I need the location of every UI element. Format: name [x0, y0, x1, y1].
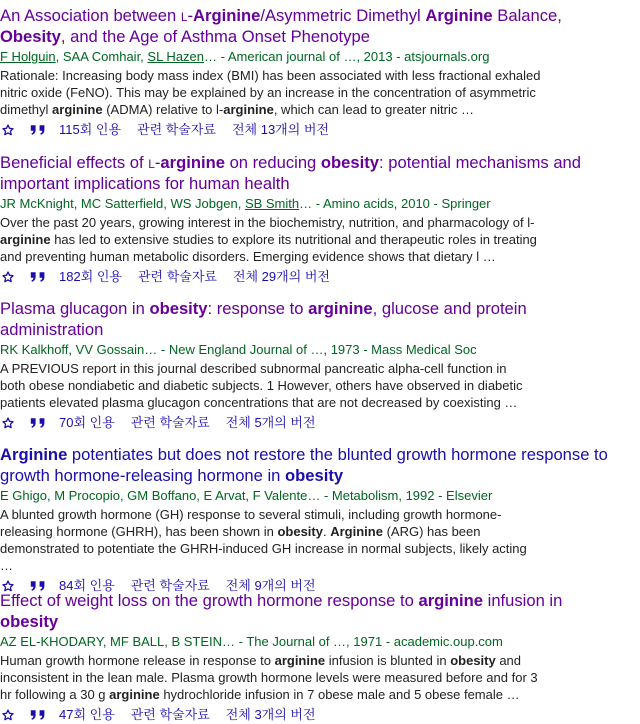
- meta-text: E Ghigo, M Procopio, GM Boffano, E Arvat, F Valente… - Metabolism, 1992 - Elsevier: [0, 488, 493, 503]
- cited-by-link[interactable]: 115회 인용: [59, 122, 122, 137]
- all-versions-link[interactable]: 전체 29개의 버전: [232, 269, 330, 284]
- result-authors-source: [0, 486, 620, 505]
- result-snippet: [0, 214, 545, 265]
- title-text-segment: infusion in: [483, 591, 563, 610]
- related-articles-link[interactable]: 관련 학술자료: [130, 578, 210, 593]
- snippet-text-segment: hydrochloride infusion in 7 obese male and 5 obese female …: [159, 687, 520, 702]
- snippet-text-segment: infusion is blunted in: [325, 653, 451, 668]
- cited-by-link[interactable]: 84회 인용: [59, 578, 115, 593]
- cited-by-link[interactable]: 70회 인용: [59, 415, 115, 430]
- all-versions-link[interactable]: 전체 5개의 버전: [225, 415, 316, 430]
- meta-text: JR McKnight, MC Satterfield, WS Jobgen,: [0, 196, 245, 211]
- title-text-segment: obesity: [285, 466, 344, 485]
- result-snippet: [0, 506, 535, 574]
- snippet-text-segment: has led to extensive studies to explore its nutritional and therapeutic roles in treating and preventing human metabolic disorders. Emerging evidence shows that dietary l …: [0, 232, 537, 264]
- result-snippet: [0, 360, 530, 411]
- search-result: [0, 5, 620, 139]
- result-authors-source: [0, 632, 620, 651]
- title-text-segment: Plasma glucagon in: [0, 299, 150, 318]
- author-link[interactable]: SB Smith: [244, 196, 300, 211]
- title-text-segment: Beneficial effects of: [0, 153, 149, 172]
- title-text-segment: : response to: [207, 299, 309, 318]
- result-actions: [0, 121, 620, 139]
- result-snippet: [0, 67, 545, 118]
- title-text-segment: l-: [148, 153, 161, 172]
- meta-text: AZ EL-KHODARY, MF BALL, B STEIN… - The Journal of …, 1971 - academic.oup.com: [0, 634, 503, 649]
- search-result: [0, 444, 620, 595]
- result-authors-source: [0, 47, 620, 66]
- result-snippet: [0, 652, 545, 703]
- result-title-link[interactable]: [0, 5, 590, 47]
- snippet-text-segment: Over the past 20 years, growing interest in the biochemistry, nutrition, and pharmacology of l-: [0, 215, 535, 230]
- snippet-text-segment: Arginine: [330, 524, 383, 539]
- meta-text: … - American journal of …, 2013 - atsjournals.org: [204, 49, 490, 64]
- meta-text: … - Amino acids, 2010 - Springer: [299, 196, 491, 211]
- title-text-segment: /Asymmetric Dimethyl: [260, 6, 426, 25]
- quote-icon[interactable]: [30, 269, 46, 285]
- related-articles-link[interactable]: 관련 학술자료: [137, 269, 217, 284]
- cited-by-link[interactable]: 47회 인용: [59, 707, 115, 722]
- author-link[interactable]: F Holguin: [0, 49, 56, 64]
- snippet-text-segment: (ADMA) relative to l-: [102, 102, 224, 117]
- title-text-segment: Effect of weight loss on the growth hormone response to: [0, 591, 419, 610]
- all-versions-link[interactable]: 전체 3개의 버전: [225, 707, 316, 722]
- result-title-link[interactable]: [0, 152, 605, 194]
- title-text-segment: , glucose and protein administration: [0, 299, 527, 339]
- snippet-text-segment: Human growth hormone release in response to: [0, 653, 275, 668]
- quote-icon[interactable]: [30, 707, 46, 723]
- title-text-segment: : potential mechanisms and important implications for human health: [0, 153, 582, 193]
- result-actions: [0, 268, 620, 286]
- star-icon[interactable]: [0, 269, 16, 285]
- cited-by-link[interactable]: 182회 인용: [59, 269, 122, 284]
- snippet-text-segment: .: [322, 524, 331, 539]
- title-text-segment: Arginine: [0, 445, 68, 464]
- result-actions: [0, 414, 620, 432]
- title-text-segment: Obesity: [0, 27, 61, 46]
- result-authors-source: [0, 340, 620, 359]
- title-text-segment: l-: [180, 6, 194, 25]
- snippet-text-segment: obesity: [450, 653, 496, 668]
- title-text-segment: , and the Age of Asthma Onset Phenotype: [60, 27, 370, 46]
- snippet-text-segment: arginine: [0, 232, 51, 247]
- title-text-segment: Arginine: [425, 6, 493, 25]
- result-title-link[interactable]: [0, 298, 595, 340]
- search-result: [0, 590, 620, 724]
- author-link[interactable]: SL Hazen: [147, 49, 205, 64]
- snippet-text-segment: arginine: [52, 102, 103, 117]
- result-title-link[interactable]: [0, 590, 590, 632]
- star-icon[interactable]: [0, 415, 16, 431]
- result-authors-source: [0, 194, 620, 213]
- title-text-segment: Balance,: [492, 6, 562, 25]
- related-articles-link[interactable]: 관련 학술자료: [130, 415, 210, 430]
- snippet-text-segment: and inconsistent in the lean male. Plasma growth hormone levels were measured before and for 3 hr following a 30 g: [0, 653, 538, 702]
- snippet-text-segment: A PREVIOUS report in this journal described subnormal pancreatic alpha-cell function in both obese nondiabetic and diabetic subjects. 1 However, others have observed in diabetic patients elevated plasma glucagon concentrations that are not decreased by coexisting …: [0, 361, 523, 410]
- title-text-segment: obesity: [0, 612, 59, 631]
- title-text-segment: on reducing: [224, 153, 321, 172]
- snippet-text-segment: obesity: [277, 524, 323, 539]
- search-result: [0, 152, 620, 286]
- title-text-segment: Arginine: [193, 6, 261, 25]
- snippet-text-segment: arginine: [109, 687, 160, 702]
- snippet-text-segment: arginine: [274, 653, 326, 668]
- title-text-segment: arginine: [308, 299, 373, 318]
- all-versions-link[interactable]: 전체 13개의 버전: [231, 122, 330, 137]
- quote-icon[interactable]: [30, 415, 46, 431]
- snippet-text-segment: arginine: [223, 102, 274, 117]
- title-text-segment: An Association between: [0, 6, 181, 25]
- snippet-text-segment: , which can lead to greater nitric …: [273, 102, 474, 117]
- quote-icon[interactable]: [30, 122, 46, 138]
- title-text-segment: potentiates but does not restore the blunted growth hormone response to growth hormone-releasing hormone in: [0, 445, 608, 485]
- result-title-link[interactable]: [0, 444, 610, 486]
- title-text-segment: obesity: [149, 299, 208, 318]
- snippet-text-segment: A blunted growth hormone (GH) response to several stimuli, including growth hormone-releasing hormone (GHRH), has been shown in: [0, 507, 502, 539]
- star-icon[interactable]: [0, 707, 16, 723]
- result-actions: [0, 706, 620, 724]
- search-result: [0, 298, 620, 432]
- snippet-text-segment: Rationale: Increasing body mass index (BMI) has been associated with less fractional exhaled nitric oxide (FeNO). This may be explained by an increase in the concentration of asymmetric dimethyl: [0, 68, 541, 117]
- star-icon[interactable]: [0, 122, 16, 138]
- meta-text: RK Kalkhoff, VV Gossain… - New England Journal of …, 1973 - Mass Medical Soc: [0, 342, 477, 357]
- title-text-segment: arginine: [160, 153, 225, 172]
- meta-text: , SAA Comhair,: [55, 49, 148, 64]
- title-text-segment: arginine: [418, 591, 484, 610]
- related-articles-link[interactable]: 관련 학술자료: [130, 707, 210, 722]
- title-text-segment: obesity: [320, 153, 380, 172]
- snippet-text-segment: (ARG) has been demonstrated to potentiate the GHRH-induced GH increase in normal subjects, likely acting …: [0, 524, 527, 573]
- related-articles-link[interactable]: 관련 학술자료: [137, 122, 216, 137]
- all-versions-link[interactable]: 전체 9개의 버전: [225, 578, 316, 593]
